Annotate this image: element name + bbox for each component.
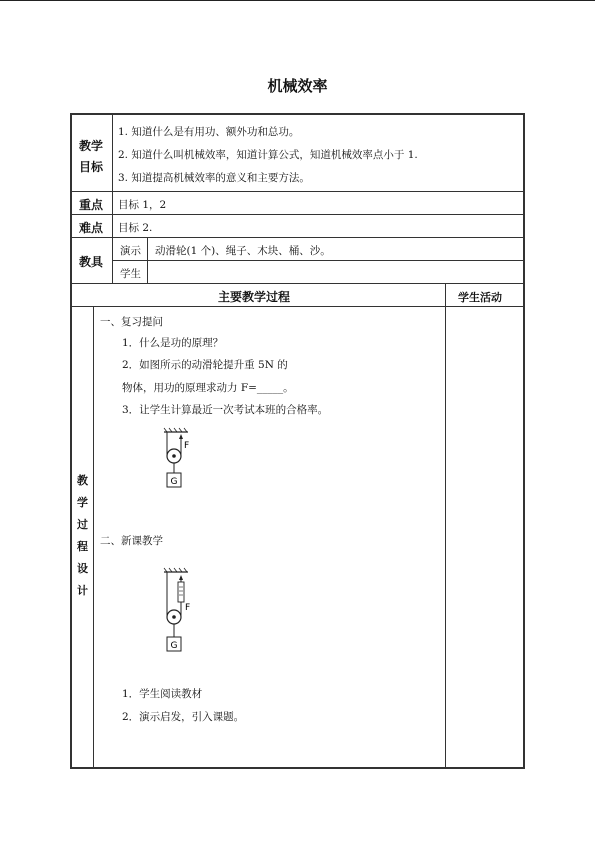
row-divider: [72, 191, 523, 192]
process-header: 主要教学过程: [218, 290, 291, 304]
new-lesson-title: 二、新课教学: [100, 535, 163, 547]
review-title: 一、复习提问: [100, 316, 163, 328]
objective-item: 1. 知道什么是有用功、额外功和总功。: [118, 126, 300, 138]
new-lesson-item: 1．学生阅读教材: [122, 688, 203, 700]
side-char: 学: [77, 496, 88, 509]
row-divider: [113, 260, 523, 261]
row-divider: [72, 306, 523, 307]
objective-item: 2. 知道什么叫机械效率，知道计算公式，知道机械效率点小于 1.: [118, 149, 418, 161]
objectives-label-line2: 目标: [79, 160, 104, 174]
pulley-figure-1: [158, 426, 198, 490]
column-divider: [93, 306, 94, 767]
review-item: 1．什么是功的原理？: [122, 337, 224, 349]
process-side-label: [75, 470, 90, 602]
pulley-figure-2: [158, 566, 198, 656]
review-item: 物体，用功的原理求动力 F=_____。: [122, 382, 294, 394]
weight-label: G: [170, 477, 178, 487]
force-label: F: [184, 441, 190, 451]
page-title: 机械效率: [267, 77, 328, 95]
new-lesson-item: 2．演示启发，引入课题。: [122, 711, 245, 723]
side-char: 过: [77, 518, 88, 531]
column-divider: [445, 283, 446, 767]
side-char: 设: [77, 562, 88, 575]
review-item: 2．如图所示的动滑轮提升重 5N 的: [122, 359, 288, 371]
demo-value: 动滑轮(1 个)、绳子、木块、桶、沙。: [155, 245, 331, 257]
key-points-value: 目标 1，2: [118, 199, 167, 211]
review-item: 3．让学生计算最近一次考试本班的合格率。: [122, 404, 329, 416]
column-divider: [112, 115, 113, 283]
difficulties-value: 目标 2.: [118, 222, 153, 234]
demo-label: 演示: [120, 245, 141, 257]
row-divider: [72, 283, 523, 284]
key-points-label: 重点: [79, 198, 104, 212]
activity-header: 学生活动: [458, 291, 502, 304]
difficulties-label: 难点: [79, 221, 104, 235]
side-char: 计: [77, 584, 88, 597]
objective-item: 3. 知道提高机械效率的意义和主要方法。: [118, 172, 310, 184]
student-label: 学生: [120, 268, 141, 280]
column-divider: [147, 237, 148, 283]
objectives-label-line1: 教学: [79, 139, 104, 153]
weight-label: G: [170, 641, 178, 651]
row-divider: [72, 214, 523, 215]
row-divider: [72, 237, 523, 238]
force-label: F: [185, 603, 191, 613]
page-top-rule: [0, 0, 595, 1]
equipment-label: 教具: [79, 255, 104, 269]
side-char: 程: [77, 540, 88, 553]
side-char: 教: [77, 474, 88, 487]
